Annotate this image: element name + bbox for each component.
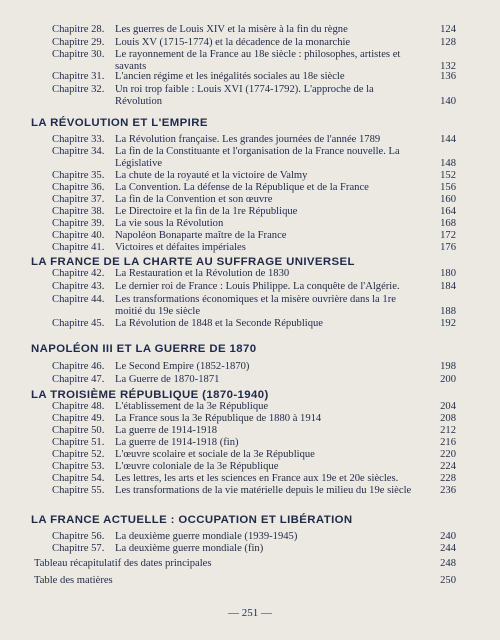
- chapter-title: L'établissement de la 3e République: [115, 401, 269, 412]
- toc-entry: [52, 401, 456, 413]
- chapter-title: Le Second Empire (1852-1870): [115, 361, 250, 372]
- chapter-title: La chute de la royauté et la victoire de Valmy: [115, 170, 308, 181]
- toc-entry: [52, 71, 456, 83]
- toc-entry: [52, 449, 456, 461]
- chapter-page: 236: [440, 485, 456, 496]
- chapter-title: Les guerres de Louis XIV et la misère à la fin du règne: [115, 24, 348, 35]
- chapter-label: Chapitre 30.: [52, 49, 105, 60]
- chapter-label: Chapitre 42.: [52, 268, 105, 279]
- chapter-page: 148: [440, 157, 456, 169]
- chapter-label: Chapitre 33.: [52, 134, 105, 145]
- chapter-label: Chapitre 53.: [52, 461, 105, 472]
- chapter-label: Chapitre 41.: [52, 242, 105, 253]
- chapter-label: Chapitre 48.: [52, 401, 105, 412]
- chapter-title: La Restauration et la Révolution de 1830: [115, 268, 290, 279]
- toc-entry: [52, 294, 456, 318]
- toc-entry: [52, 268, 456, 280]
- chapter-label: Chapitre 51.: [52, 437, 105, 448]
- section-heading: LA TROISIÈME RÉPUBLIQUE (1870-1940): [31, 389, 269, 401]
- chapter-page: 200: [440, 374, 456, 385]
- chapter-label: Chapitre 47.: [52, 374, 105, 385]
- chapter-page: 220: [440, 449, 456, 460]
- toc-entry: [52, 543, 456, 555]
- chapter-page: 152: [440, 170, 456, 181]
- chapter-title: Les transformations de la vie matérielle depuis le milieu du 19e siècle: [115, 485, 412, 496]
- entry-title: Tableau récapitulatif des dates principales: [34, 558, 212, 569]
- chapter-page: 176: [440, 242, 456, 253]
- chapter-label: Chapitre 35.: [52, 170, 105, 181]
- chapter-title: Victoires et défaites impériales: [115, 242, 246, 253]
- chapter-title: Louis XV (1715-1774) et la décadence de la monarchie: [115, 37, 351, 48]
- chapter-label: Chapitre 34.: [52, 146, 105, 157]
- toc-entry: [52, 194, 456, 206]
- chapter-title: La guerre de 1914-1918: [115, 425, 218, 436]
- chapter-label: Chapitre 56.: [52, 531, 105, 542]
- chapter-page: 240: [440, 531, 456, 542]
- contents-table-entry: [34, 575, 456, 587]
- chapter-title: La fin de la Convention et son œuvre: [115, 194, 273, 205]
- chapter-label: Chapitre 55.: [52, 485, 105, 496]
- chapter-page: 156: [440, 182, 456, 193]
- toc-entry: [52, 134, 456, 146]
- chapter-label: Chapitre 36.: [52, 182, 105, 193]
- chapter-page: 128: [440, 37, 456, 48]
- toc-entry: [52, 461, 456, 473]
- chapter-title: Le dernier roi de France : Louis Philippe. La conquête de l'Algérie.: [115, 281, 400, 292]
- chapter-label: Chapitre 45.: [52, 318, 105, 329]
- chapter-title: Un roi trop faible : Louis XVI (1774-1792). L'approche de la Révolution: [115, 84, 374, 107]
- chapter-page: 216: [440, 437, 456, 448]
- chapter-label: Chapitre 37.: [52, 194, 105, 205]
- chapter-title: L'œuvre scolaire et sociale de la 3e République: [115, 449, 315, 460]
- chapter-page: 144: [440, 134, 456, 145]
- chapter-title: La vie sous la Révolution: [115, 218, 224, 229]
- toc-entry: [52, 531, 456, 543]
- chapter-title: La deuxième guerre mondiale (1939-1945): [115, 531, 298, 542]
- section-heading: LA FRANCE DE LA CHARTE AU SUFFRAGE UNIVERSEL: [31, 256, 355, 268]
- chapter-page: 198: [440, 361, 456, 372]
- chapter-page: 140: [440, 95, 456, 107]
- toc-entry: [52, 242, 456, 254]
- chapter-page: 228: [440, 473, 456, 484]
- toc-entry: [52, 485, 456, 497]
- section-heading: NAPOLÉON III ET LA GUERRE DE 1870: [31, 343, 257, 355]
- chapter-page: 184: [440, 281, 456, 292]
- chapter-page: 212: [440, 425, 456, 436]
- chapter-page: 136: [440, 71, 456, 82]
- entry-page: 250: [440, 575, 456, 586]
- chapter-page: 168: [440, 218, 456, 229]
- chapter-page: 204: [440, 401, 456, 412]
- chapter-label: Chapitre 39.: [52, 218, 105, 229]
- toc-entry: [52, 281, 456, 293]
- chapter-label: Chapitre 52.: [52, 449, 105, 460]
- chapter-label: Chapitre 43.: [52, 281, 105, 292]
- chapter-title: La Guerre de 1870-1871: [115, 374, 220, 385]
- toc-entry: [52, 218, 456, 230]
- chapter-label: Chapitre 54.: [52, 473, 105, 484]
- chapter-page: 180: [440, 268, 456, 279]
- chapter-title: Le Directoire et la fin de la 1re République: [115, 206, 298, 217]
- chapter-label: Chapitre 40.: [52, 230, 105, 241]
- chapter-page: 160: [440, 194, 456, 205]
- toc-entry: [52, 230, 456, 242]
- toc-entry: [52, 182, 456, 194]
- toc-entry: [52, 49, 456, 73]
- toc-entry: [52, 37, 456, 49]
- chapter-label: Chapitre 28.: [52, 24, 105, 35]
- chapter-title: La guerre de 1914-1918 (fin): [115, 437, 239, 448]
- chapter-label: Chapitre 57.: [52, 543, 105, 554]
- chapter-label: Chapitre 31.: [52, 71, 105, 82]
- chapter-label: Chapitre 46.: [52, 361, 105, 372]
- chapter-page: 124: [440, 24, 456, 35]
- toc-entry: [52, 146, 456, 170]
- chapter-title: La Convention. La défense de la République et de la France: [115, 182, 369, 193]
- toc-entry: [52, 413, 456, 425]
- chapter-label: Chapitre 38.: [52, 206, 105, 217]
- chapter-page: 172: [440, 230, 456, 241]
- section-heading: LA RÉVOLUTION ET L'EMPIRE: [31, 117, 208, 129]
- chapter-title: L'œuvre coloniale de la 3e République: [115, 461, 279, 472]
- chapter-title: La Révolution de 1848 et la Seconde République: [115, 318, 324, 329]
- chapter-title: La Révolution française. Les grandes journées de l'année 1789: [115, 134, 381, 145]
- chapter-title: La France sous la 3e République de 1880 à 1914: [115, 413, 322, 424]
- toc-entry: [52, 425, 456, 437]
- page-number: — 251 —: [228, 607, 272, 619]
- chapter-label: Chapitre 49.: [52, 413, 105, 424]
- toc-entry: [52, 361, 456, 373]
- toc-entry: [52, 206, 456, 218]
- section-heading: LA FRANCE ACTUELLE : OCCUPATION ET LIBÉRATION: [31, 514, 353, 526]
- chapter-page: 164: [440, 206, 456, 217]
- chapter-page: 244: [440, 543, 456, 554]
- chapter-page: 192: [440, 318, 456, 329]
- chapter-label: Chapitre 50.: [52, 425, 105, 436]
- toc-entry: [52, 374, 456, 386]
- toc-entry: [52, 473, 456, 485]
- chapter-label: Chapitre 32.: [52, 84, 105, 95]
- chapter-title: L'ancien régime et les inégalités sociales au 18e siècle: [115, 71, 345, 82]
- chapter-page: 188: [440, 305, 456, 317]
- chapter-label: Chapitre 29.: [52, 37, 105, 48]
- chapter-title: Le rayonnement de la France au 18e siècle : philosophes, artistes et savants: [115, 49, 401, 72]
- chapter-title: Les lettres, les arts et les sciences en France aux 19e et 20e siècles.: [115, 473, 399, 484]
- chapter-label: Chapitre 44.: [52, 294, 105, 305]
- chapter-title: Napoléon Bonaparte maître de la France: [115, 230, 287, 241]
- chapter-title: La fin de la Constituante et l'organisation de la France nouvelle. La Législative: [115, 146, 400, 169]
- entry-title: Table des matières: [34, 575, 113, 586]
- toc-entry: [52, 437, 456, 449]
- toc-entry: [52, 24, 456, 36]
- toc-entry: [52, 170, 456, 182]
- entry-page: 248: [440, 558, 456, 569]
- chapter-page: 132: [440, 60, 456, 72]
- toc-entry: [52, 84, 456, 108]
- chapter-title: Les transformations économiques et la misère ouvrière dans la 1re moitié du 19e siècle: [115, 294, 396, 317]
- chapter-page: 208: [440, 413, 456, 424]
- chapter-title: La deuxième guerre mondiale (fin): [115, 543, 264, 554]
- toc-entry: [52, 318, 456, 330]
- summary-table-entry: [34, 558, 456, 570]
- chapter-page: 224: [440, 461, 456, 472]
